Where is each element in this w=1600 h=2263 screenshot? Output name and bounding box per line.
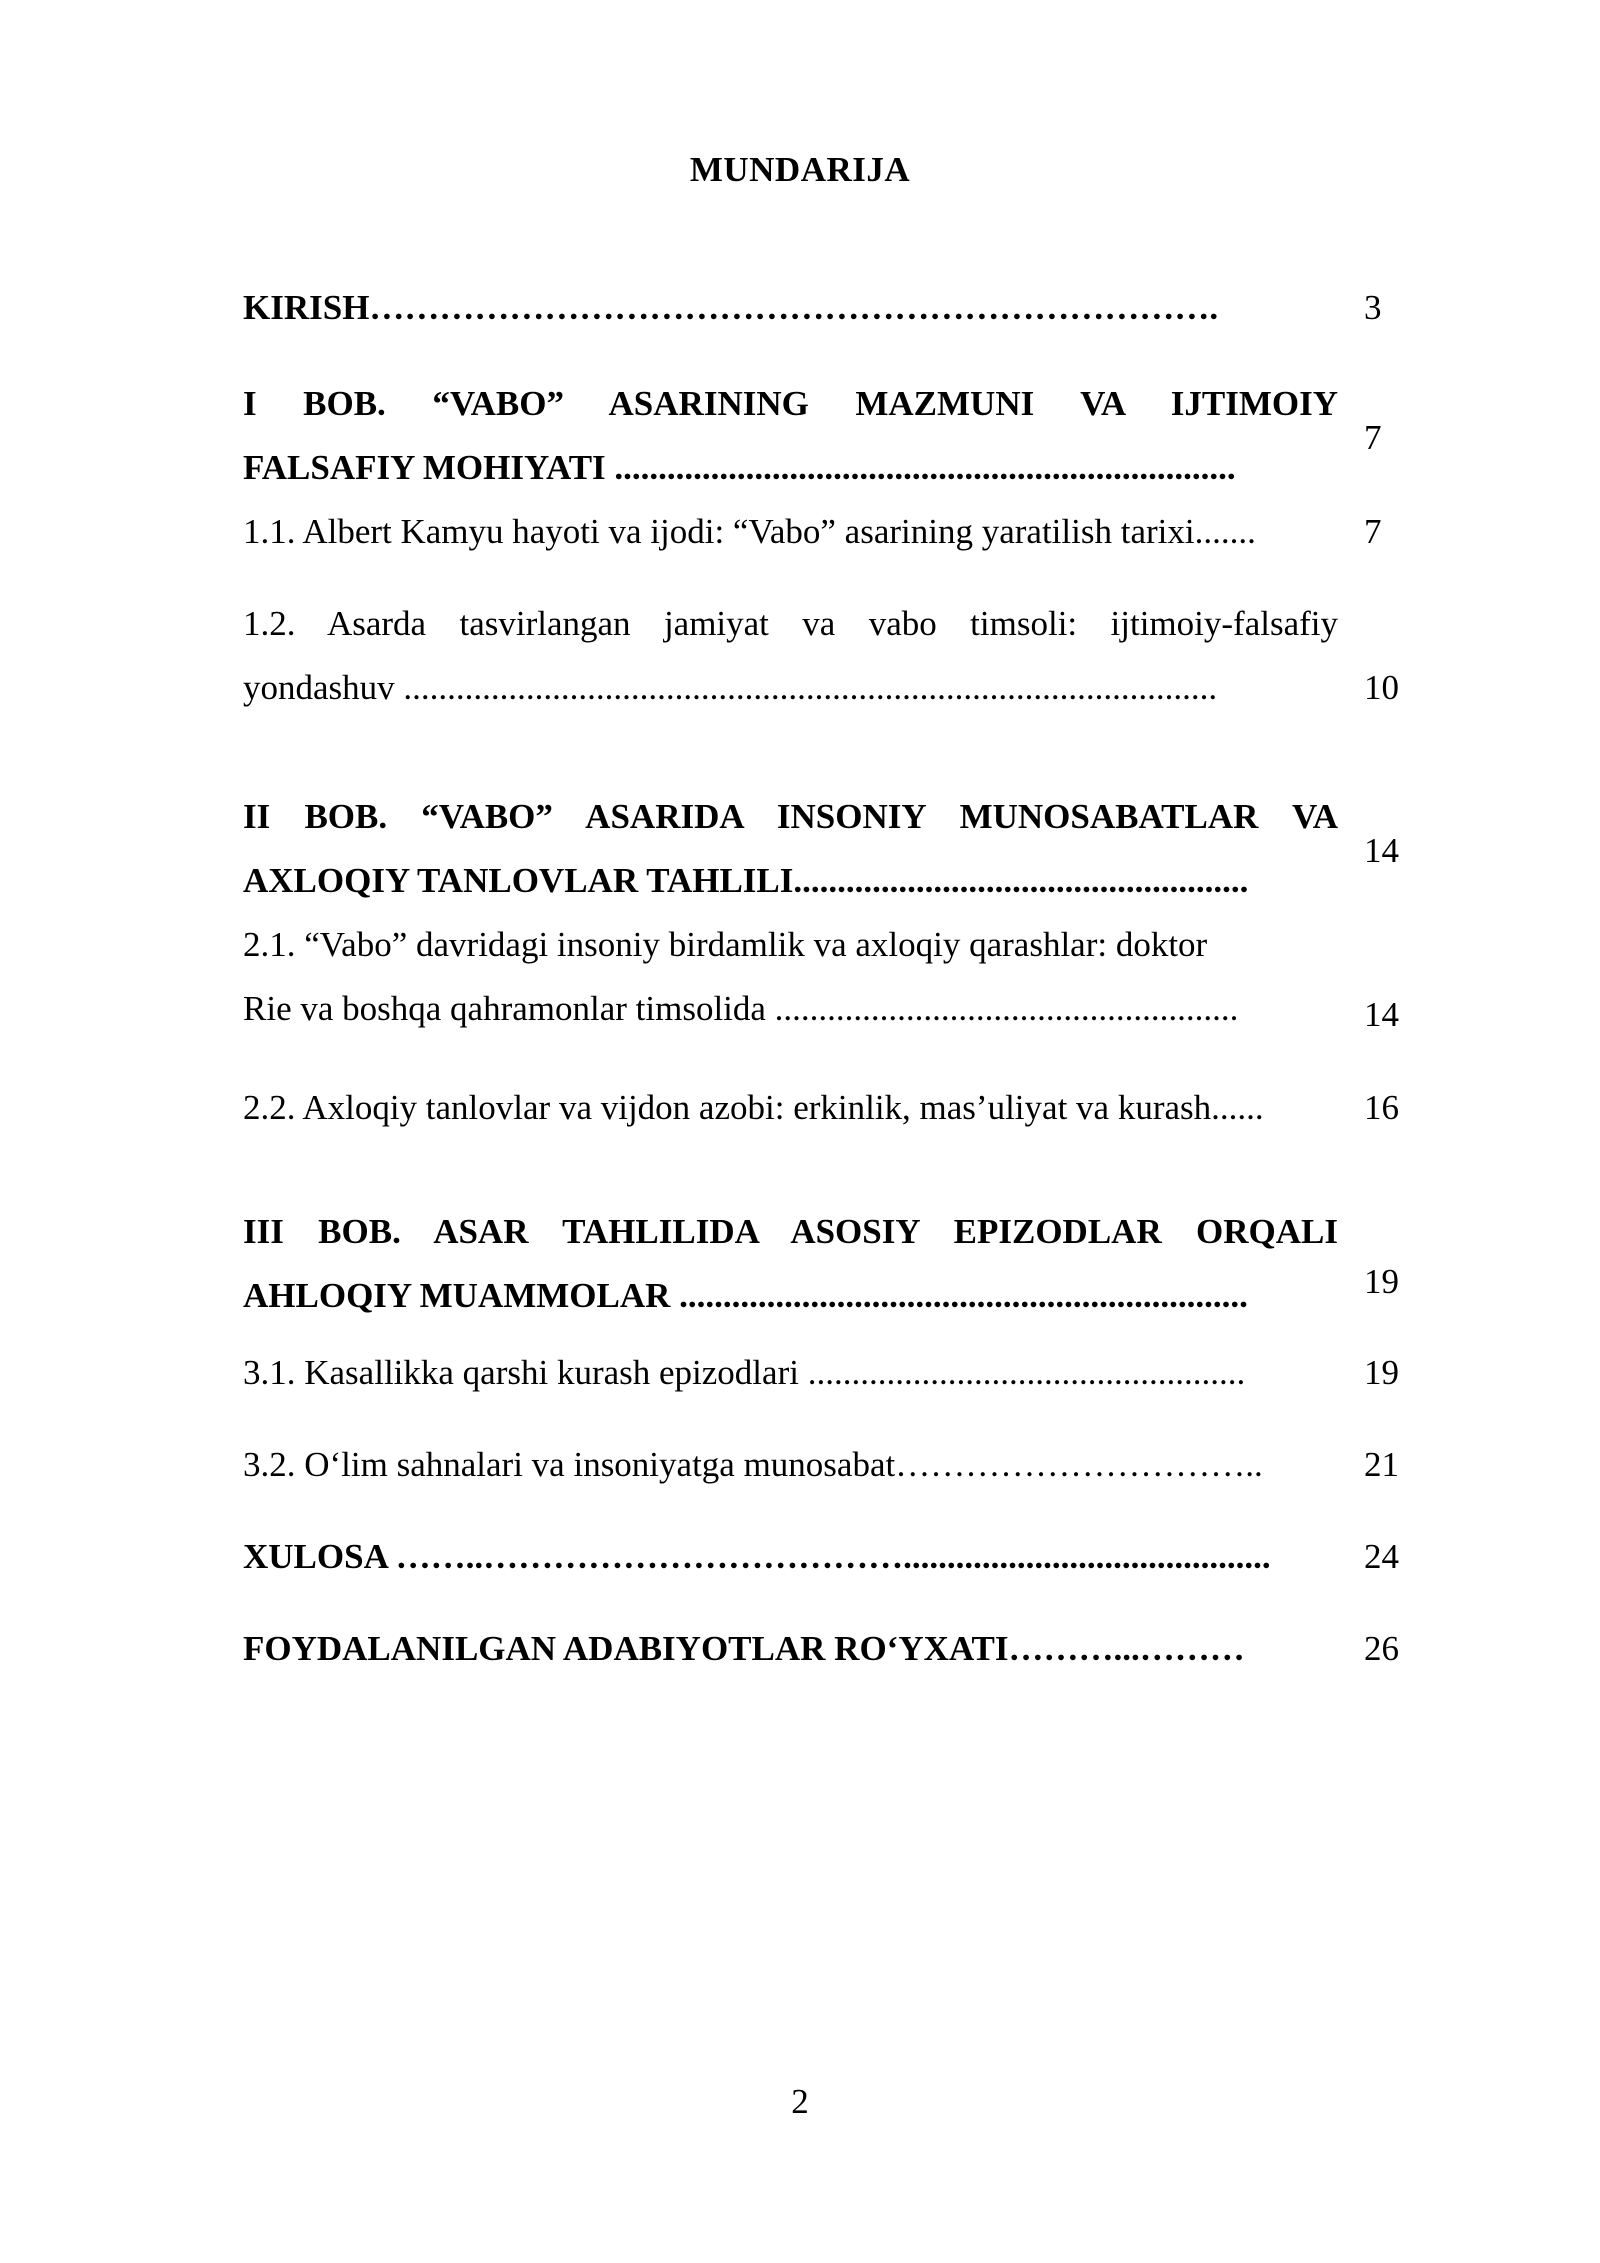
toc-page-number: 19 <box>1364 1262 1399 1301</box>
toc-page-number: 21 <box>1364 1445 1399 1484</box>
toc-entry-label: 2.2. Axloqiy tanlovlar va vijdon azobi: erkinlik, mas’uliyat va kurash...... <box>243 1088 1264 1127</box>
page-title: MUNDARIJA <box>689 150 911 189</box>
toc-entry-label-line1: I BOB. “VABO” ASARINING MAZMUNI VA IJTIMOIY <box>243 384 1338 423</box>
toc-entry-label: 1.1. Albert Kamyu hayoti va ijodi: “Vabo” asarining yaratilish tarixi....... <box>243 512 1256 551</box>
toc-entry-label-line1: II BOB. “VABO” ASARIDA INSONIY MUNOSABATLAR VA <box>243 797 1338 836</box>
toc-page-number: 24 <box>1364 1537 1399 1576</box>
toc-page-number: 7 <box>1364 418 1382 457</box>
toc-page-number: 19 <box>1364 1353 1399 1392</box>
toc-page-number: 10 <box>1364 668 1399 707</box>
toc-page-number: 16 <box>1364 1088 1399 1127</box>
toc-entry-label-line2: Rie va boshqa qahramonlar timsolida ..................................................... <box>243 989 1239 1028</box>
toc-entry-label: XULOSA ……..……………………………….......................................... <box>243 1537 1271 1576</box>
footer-page-number: 2 <box>791 2082 809 2121</box>
toc-page-number: 3 <box>1364 288 1382 327</box>
toc-entry-label-line1: 1.2. Asarda tasvirlangan jamiyat va vabo timsoli: ijtimoiy-falsafiy <box>243 604 1338 643</box>
toc-entry-label-line1: 2.1. “Vabo” davridagi insoniy birdamlik va axloqiy qarashlar: doktor <box>243 925 1208 964</box>
toc-page-number: 14 <box>1364 831 1399 870</box>
toc-page-number: 26 <box>1364 1629 1399 1668</box>
toc-entry-label-line2: yondashuv ............................................................................................. <box>243 668 1218 707</box>
toc-page-number: 7 <box>1364 512 1382 551</box>
toc-entry-label: KIRISH………………………………………………………………. <box>243 288 1219 327</box>
toc-entry-label: FOYDALANILGAN ADABIYOTLAR RO‘YXATI………...……… <box>243 1629 1245 1668</box>
toc-entry-label: 3.1. Kasallikka qarshi kurash epizodlari .................................................. <box>243 1353 1246 1392</box>
toc-entry-label-line2: AXLOQIY TANLOVLAR TAHLILI.................................................... <box>243 861 1249 900</box>
toc-entry-label-line2: FALSAFIY MOHIYATI ....................................................................... <box>243 448 1236 487</box>
toc-entry-label: 3.2. O‘lim sahnalari va insoniyatga munosabat………………………….. <box>243 1445 1263 1484</box>
toc-entry-label-line2: AHLOQIY MUAMMOLAR ................................................................. <box>243 1276 1248 1315</box>
toc-page-number: 14 <box>1364 995 1399 1034</box>
toc-entry-label-line1: III BOB. ASAR TAHLILIDA ASOSIY EPIZODLAR ORQALI <box>243 1212 1338 1251</box>
